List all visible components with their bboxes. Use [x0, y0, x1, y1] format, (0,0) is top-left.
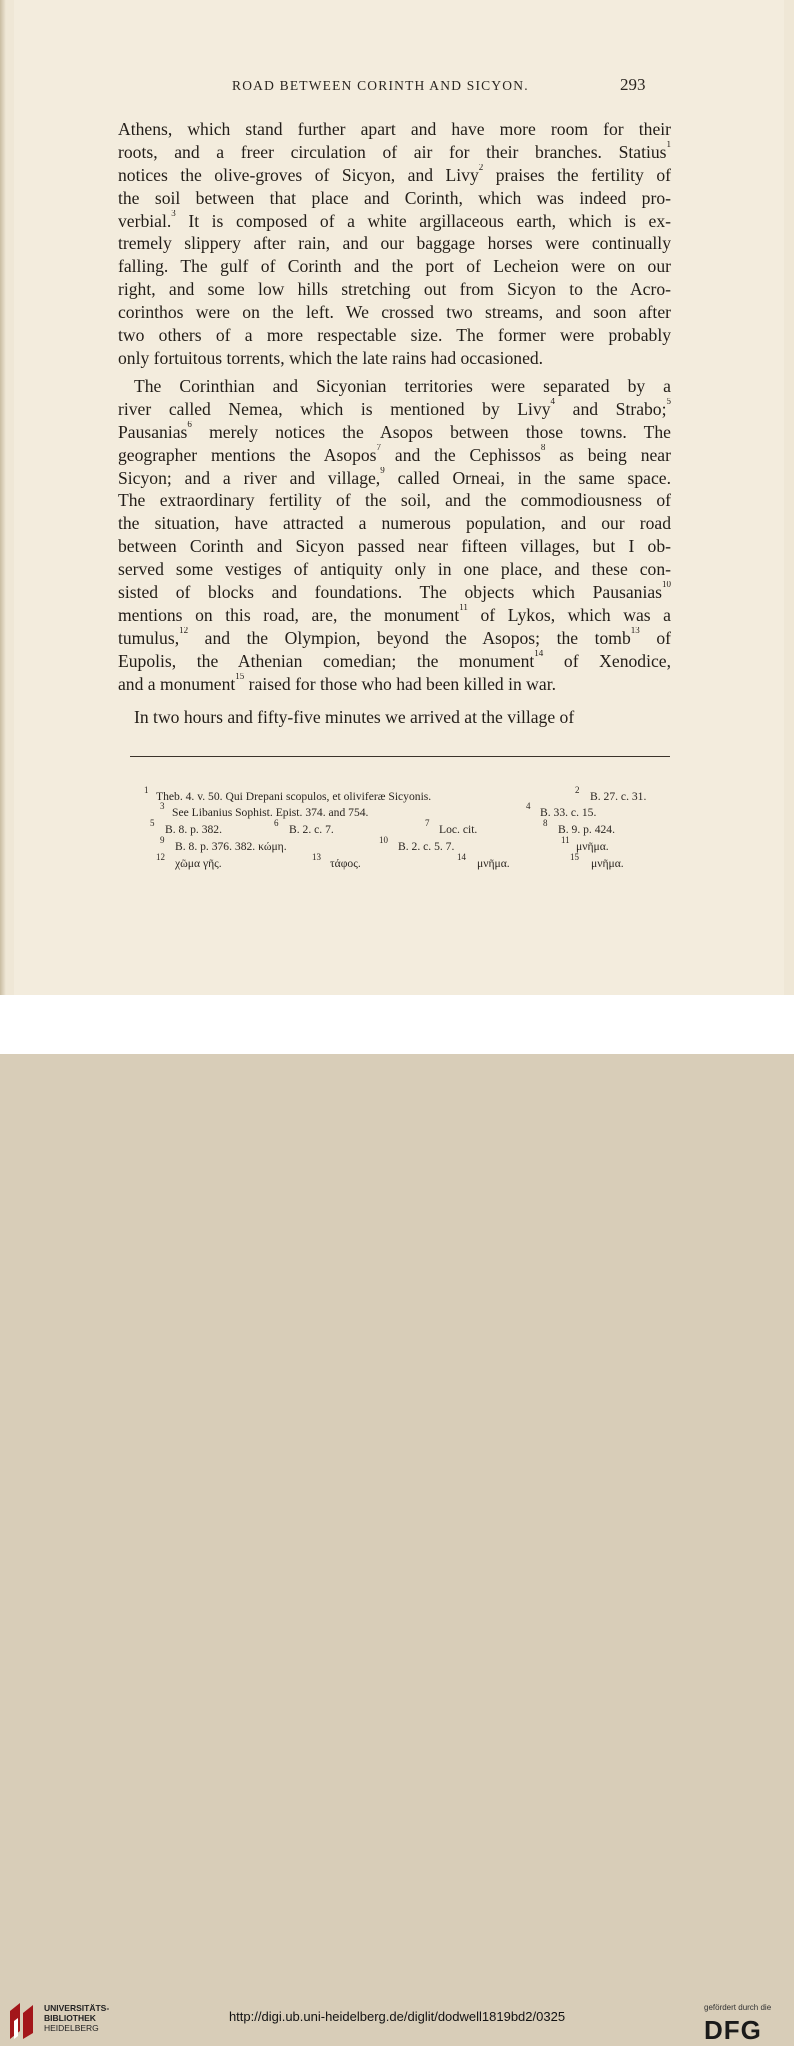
text-run: Athens, which stand further apart and have more room for their	[118, 119, 671, 139]
text-run: tumulus,	[118, 627, 180, 648]
text-line	[118, 255, 671, 278]
text-run: and Strabo;	[555, 398, 667, 419]
text-run: The Corinthian and Sicyonian territories were separated by a	[134, 376, 671, 396]
text-line	[118, 187, 671, 210]
text-run: Pausanias	[118, 421, 188, 442]
footnote-text: B. 8. p. 376. 382. κώμη.	[175, 840, 287, 853]
footnote-text: μνῆμα.	[591, 857, 624, 870]
book-page: ROAD BETWEEN CORINTH AND SICYON. 293 Athens, which stand further apart and have more room for their roots, and a freer circulation of air for their branches. Statius$^1$ notices the olive-groves of Sicyon, and Livy$^2$ praises the fertility of the soil between that place and Corinth, which was indeed pro- verbial.$^3$ It is composed of a white argillaceous earth, which is ex- tremely slippery after rain, and our baggage horses were continually falling. The gulf of Corinth and the port of Lecheion were on our right, and some low hills stretching out from Sicyon to the Acro- corinthos were on the left. We crossed two streams, and soon after two others of a more respectable size. The former were probably only fortuitous torrents, which the late rains had occasioned. The Corinthian and Sicyonian territories were separated by a river called Nemea, which is mentioned by Livy$^4$ and Strabo;$^5$ Pausanias$^6$ merely notices the Asopos between those towns. The geographer mentions the Asopos$^7$ and the Cephissos$^8$ as being near Sicyon; and a river and village,$^9$ called Orneai, in the same space. The extraordinary fertility of the soil, and the commodiousness of the situation, have attracted a numerous population, and our road between Corinth and Sicyon passed near fifteen villages, but I ob- served some vestiges of antiquity only in one place, and these con- sisted of blocks and foundations. The objects which Pausanias$^{10}$ mentions on this road, are, the monument$^{11}$ of Lykos, which was a tumulus,$^{12}$ and the Olympion, beyond the Asopos; the tomb$^{13}$ of Eupolis, the Athenian comedian; the monument$^{14}$ of Xenodice, and a monument$^{15}$ raised for those who had been killed in war. In two hours and fifty-five minutes we arrived at the village of 1 Theb. 4. v. 50. Qui Drepani scopulos, et oliviferæ Sicyonis. 2 B. 27. c. 31. 3 See Libanius Sophist. Epist. 374. and 754. 4 B. 33. c. 15. 5 B. 8. p. 382. 6 B. 2. c. 7. 7 Loc. cit. 8 B. 9. p. 424. 9 B. 8. p. 376. 382. κώμη. 10 B. 2. c. 5. 7. 11 μνῆμα. 12 χῶμα γῆς. 13 τάφος. 14 μνῆμα. 15 μνῆμα.	[14, 0, 784, 995]
footnote-ref: 4	[550, 397, 556, 406]
footnote-text: B. 33. c. 15.	[540, 806, 597, 819]
footnote-text: B. 2. c. 5. 7.	[398, 840, 455, 853]
text-run: the situation, have attracted a numerous population, and our road	[118, 513, 671, 534]
dfg-logo: DFG	[704, 2015, 762, 2045]
text-line	[118, 627, 671, 650]
footnote-ref: 2	[478, 163, 484, 172]
text-run: served some vestiges of antiquity only in one place, and these con-	[118, 559, 671, 580]
footnote-ref: 15	[235, 672, 245, 681]
footnote-text: τάφος.	[330, 857, 361, 870]
text-line	[118, 347, 671, 370]
text-line	[118, 650, 671, 673]
footnote-text: B. 27. c. 31.	[590, 790, 647, 803]
text-line	[118, 118, 671, 141]
footnote-text: μνῆμα.	[477, 857, 510, 870]
text-run: mentions on this road, are, the monument	[118, 604, 460, 625]
text-run: corinthos were on the left. We crossed two streams, and soon after	[118, 302, 671, 323]
footnote-ref: 14	[534, 649, 544, 658]
institution-line: HEIDELBERG	[44, 2023, 99, 2033]
text-run: between Corinth and Sicyon passed near fifteen villages, but I ob-	[118, 536, 671, 557]
footnote-ref: 10	[662, 581, 671, 590]
text-run: and a monument	[118, 673, 236, 694]
footnote-ref: 12	[179, 626, 189, 635]
footnote-rule	[130, 756, 670, 757]
footnote-ref: 6	[187, 420, 192, 429]
text-run: only fortuitous torrents, which the late rains had occasioned.	[118, 347, 544, 368]
footnote-ref: 7	[376, 443, 382, 452]
funding-caption: gefördert durch die	[704, 2003, 772, 2012]
text-run: river called Nemea, which is mentioned by Livy	[118, 398, 551, 419]
footnote-text: Theb. 4. v. 50. Qui Drepani scopulos, et oliviferæ Sicyonis.	[156, 790, 432, 803]
footnote-ref: 9	[380, 466, 385, 475]
footnote-ref: 5	[666, 397, 671, 406]
text-line	[118, 558, 671, 581]
text-run: two others of a more respectable size. The former were probably	[118, 325, 671, 346]
text-line	[118, 706, 671, 729]
running-title: ROAD BETWEEN CORINTH AND SICYON.	[232, 78, 529, 93]
text-line	[118, 444, 671, 467]
paragraph-3	[118, 706, 671, 729]
text-run: geographer mentions the Asopos	[118, 444, 377, 465]
text-line	[118, 467, 671, 490]
text-run: praises the fertility of	[483, 164, 671, 185]
text-run: and the Olympion, beyond the Asopos; the tomb	[188, 627, 631, 648]
footnote-text: B. 9. p. 424.	[558, 823, 616, 836]
text-run: of Xenodice,	[543, 650, 671, 671]
running-header	[14, 75, 784, 100]
text-run: right, and some low hills stretching out from Sicyon to the Acro-	[118, 279, 671, 300]
text-run: and the Cephissos	[381, 444, 541, 465]
text-line	[118, 210, 671, 233]
text-run: of Lykos, which was a	[467, 604, 671, 625]
text-line	[118, 535, 671, 558]
text-run: sisted of blocks and foundations. The objects which Pausanias	[118, 582, 662, 603]
text-line	[118, 301, 671, 324]
footnote-text: μνῆμα.	[576, 840, 609, 853]
text-run: merely notices the Asopos between those towns. The	[191, 421, 671, 442]
footnote-ref: 11	[459, 603, 468, 612]
institution-line: UNIVERSITÄTS-	[44, 2003, 110, 2013]
text-run: falling. The gulf of Corinth and the port of Lecheion were on our	[118, 256, 671, 277]
text-run: as being near	[545, 444, 671, 465]
text-run: It is composed of a white argillaceous earth, which is ex-	[175, 210, 671, 231]
text-run: the soil between that place and Corinth, which was indeed pro-	[118, 187, 671, 208]
page-binding-edge	[0, 0, 6, 995]
digitization-footer	[0, 995, 794, 2045]
text-run: Eupolis, the Athenian comedian; the monument	[118, 650, 535, 671]
scanned-page	[0, 0, 794, 995]
footnote-ref: 8	[540, 443, 546, 452]
text-run: called Orneai, in the same space.	[384, 467, 671, 488]
text-line	[118, 398, 671, 421]
text-line	[118, 604, 671, 627]
text-line	[118, 673, 671, 696]
text-run: verbial.	[118, 210, 172, 231]
paragraph-2	[118, 375, 671, 695]
text-run: raised for those who had been killed in war.	[244, 673, 556, 694]
footnote-text: See Libanius Sophist. Epist. 374. and 754.	[172, 806, 369, 819]
text-line	[118, 278, 671, 301]
source-url-link[interactable]: http://digi.ub.uni-heidelberg.de/diglit/dodwell1819bd2/0325	[228, 2009, 566, 2024]
text-line	[118, 141, 671, 164]
text-line	[118, 324, 671, 347]
text-line	[118, 581, 671, 604]
footnote-text: Loc. cit.	[439, 823, 478, 836]
text-line	[118, 512, 671, 535]
text-line	[118, 375, 671, 398]
footnote-text: B. 8. p. 382.	[165, 823, 223, 836]
paragraph-1	[118, 118, 671, 370]
text-run: of	[639, 627, 671, 648]
institution-line: BIBLIOTHEK	[44, 2013, 96, 2023]
text-line	[118, 164, 671, 187]
text-line	[118, 489, 671, 512]
text-run: The extraordinary fertility of the soil, and the commodiousness of	[118, 490, 671, 511]
text-run: roots, and a freer circulation of air for their branches. Statius	[118, 141, 667, 162]
footnote-text: B. 2. c. 7.	[289, 823, 334, 836]
footnote-text: χῶμα γῆς.	[175, 857, 222, 870]
footnote-ref: 13	[630, 626, 640, 635]
text-run: tremely slippery after rain, and our baggage horses were continually	[118, 233, 671, 254]
text-run: notices the olive-groves of Sicyon, and Livy	[118, 164, 479, 185]
page-number: 293	[620, 75, 646, 94]
footnote-ref: 1	[666, 140, 671, 149]
text-run: In two hours and fifty-five minutes we arrived at the village of	[134, 707, 575, 727]
text-line	[118, 421, 671, 444]
text-line	[118, 232, 671, 255]
footnote-ref: 3	[171, 209, 176, 218]
text-run: Sicyon; and a river and village,	[118, 467, 381, 488]
